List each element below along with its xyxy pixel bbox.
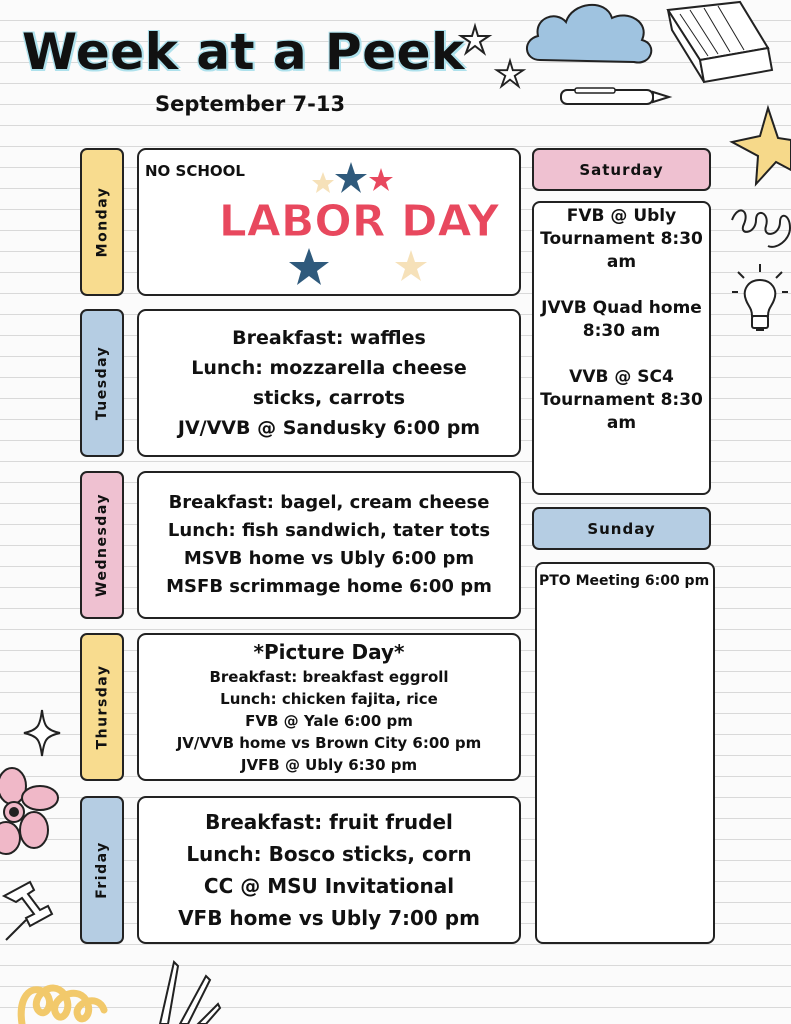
tuesday-line: Lunch: mozzarella cheese bbox=[191, 357, 467, 379]
friday-line: Breakfast: fruit frudel bbox=[205, 810, 453, 834]
thursday-headline: *Picture Day* bbox=[253, 640, 405, 664]
page-title: Week at a Peek bbox=[22, 23, 465, 81]
friday-line: Lunch: Bosco sticks, corn bbox=[186, 842, 472, 866]
day-label-sunday: Sunday bbox=[587, 519, 656, 538]
sunday-box bbox=[535, 562, 715, 944]
book-icon bbox=[660, 0, 780, 95]
star-icon bbox=[335, 162, 367, 193]
tuesday-line: Breakfast: waffles bbox=[232, 327, 426, 349]
thursday-line: JV/VVB home vs Brown City 6:00 pm bbox=[176, 734, 482, 752]
saturday-event: FVB @ Ubly Tournament 8:30 am bbox=[540, 206, 703, 272]
star-icon bbox=[395, 250, 427, 281]
day-label-thursday: Thursday bbox=[94, 664, 111, 750]
cloud-icon bbox=[520, 0, 660, 72]
tab-tuesday bbox=[80, 309, 124, 457]
date-range: September 7-13 bbox=[155, 92, 346, 116]
day-label-wednesday: Wednesday bbox=[94, 493, 111, 597]
day-label-friday: Friday bbox=[94, 841, 111, 899]
tab-friday bbox=[80, 796, 124, 944]
sparkle-star-icon bbox=[494, 58, 526, 90]
wednesday-line: Breakfast: bagel, cream cheese bbox=[168, 492, 490, 513]
sparkle-star-icon bbox=[458, 24, 492, 56]
saturday-event: JVVB Quad home 8:30 am bbox=[541, 298, 702, 341]
tuesday-box bbox=[137, 309, 521, 457]
logo-text: LABOR DAY bbox=[218, 196, 500, 247]
star-icon bbox=[289, 248, 329, 285]
sunday-event: PTO Meeting 6:00 pm bbox=[539, 573, 710, 589]
monday-box bbox=[137, 148, 521, 296]
star-icon bbox=[312, 172, 334, 193]
thursday-line: Breakfast: breakfast eggroll bbox=[209, 668, 449, 686]
wednesday-line: MSVB home vs Ubly 6:00 pm bbox=[183, 548, 475, 569]
thursday-box bbox=[137, 633, 521, 781]
tab-wednesday bbox=[80, 471, 124, 619]
wednesday-line: MSFB scrimmage home 6:00 pm bbox=[166, 576, 492, 597]
monday-note: NO SCHOOL bbox=[145, 162, 245, 180]
diamond-sparkle-icon bbox=[22, 708, 62, 758]
swirl-icon bbox=[16, 958, 108, 1024]
saturday-box bbox=[532, 201, 711, 495]
saturday-event: VVB @ SC4 Tournament 8:30 am bbox=[540, 367, 703, 433]
labor-day-logo bbox=[218, 158, 500, 288]
flower-icon bbox=[0, 768, 62, 858]
spiral-icon bbox=[728, 200, 791, 260]
tab-monday bbox=[80, 148, 124, 296]
friday-box bbox=[137, 796, 521, 944]
star-icon bbox=[369, 168, 393, 191]
logo-word-labor bbox=[219, 196, 501, 247]
tuesday-line: JV/VVB @ Sandusky 6:00 pm bbox=[177, 417, 481, 439]
friday-line: VFB home vs Ubly 7:00 pm bbox=[178, 906, 480, 930]
thursday-line: FVB @ Yale 6:00 pm bbox=[245, 712, 413, 730]
yellow-star-icon bbox=[728, 104, 791, 200]
saturday-header bbox=[532, 148, 711, 191]
lightbulb-icon bbox=[730, 262, 790, 340]
sunday-header bbox=[532, 507, 711, 550]
wednesday-box bbox=[137, 471, 521, 619]
day-label-monday: Monday bbox=[94, 186, 110, 258]
tab-thursday bbox=[80, 633, 124, 781]
day-label-tuesday: Tuesday bbox=[94, 345, 111, 421]
day-label-saturday: Saturday bbox=[579, 160, 664, 179]
burst-lines-icon bbox=[150, 958, 220, 1024]
pen-icon bbox=[555, 86, 673, 110]
tuesday-line: sticks, carrots bbox=[252, 387, 406, 409]
thursday-line: Lunch: chicken fajita, rice bbox=[220, 690, 438, 708]
friday-line: CC @ MSU Invitational bbox=[203, 874, 455, 898]
thursday-line: JVFB @ Ubly 6:30 pm bbox=[240, 756, 418, 774]
pushpin-icon bbox=[0, 876, 56, 944]
wednesday-line: Lunch: fish sandwich, tater tots bbox=[167, 520, 491, 541]
